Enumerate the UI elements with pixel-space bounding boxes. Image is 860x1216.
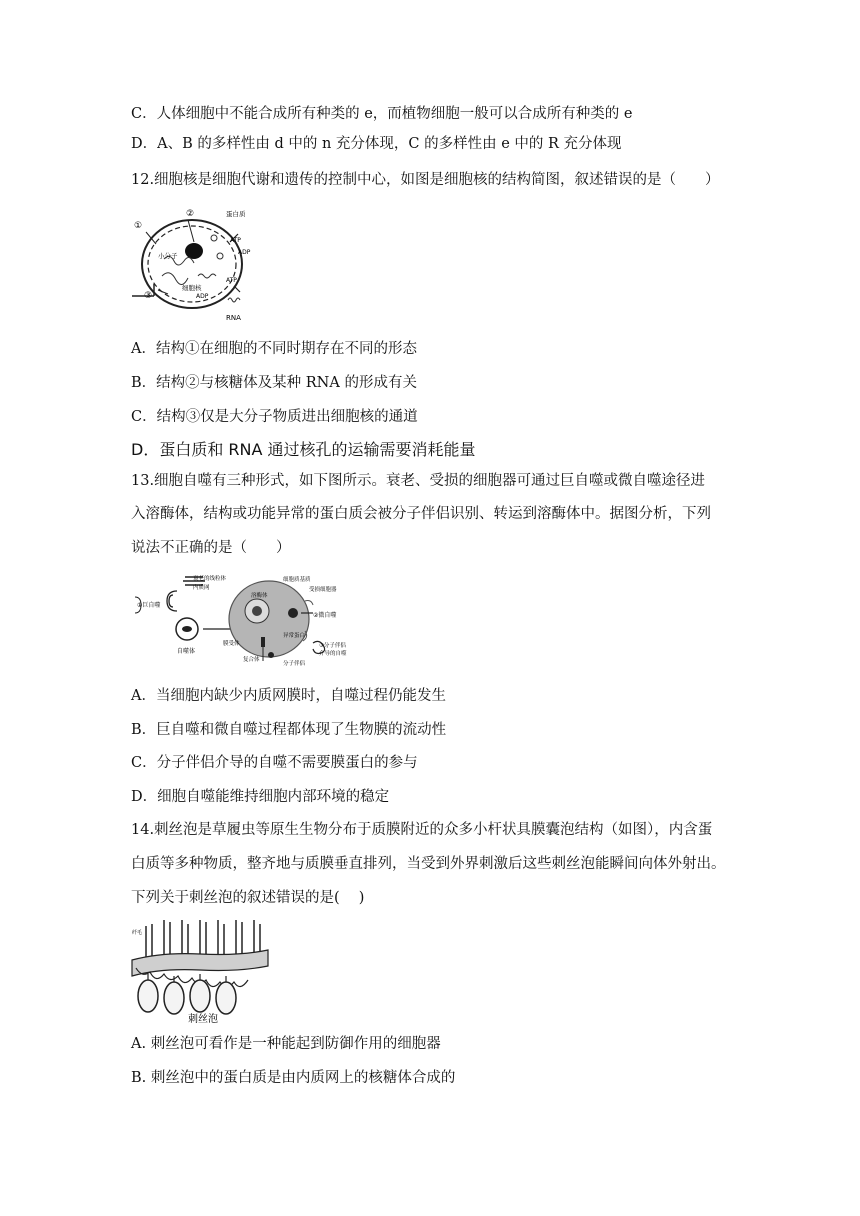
q11-option-c: C．人体细胞中不能合成所有种类的 e，而植物细胞一般可以合成所有种类的 e — [131, 106, 633, 122]
fig14-label-trichocyst: 刺丝泡 — [188, 1014, 218, 1024]
fig13-label-cma-1: ③分子伴侣 — [319, 643, 346, 649]
q13-autophagy-figure — [133, 573, 363, 669]
q14-option-a: A. 刺丝泡可看作是一种能起到防御作用的细胞器 — [131, 1036, 441, 1052]
fig13-label-cytosol: 细胞质基质 — [283, 577, 311, 583]
q13-option-b: B．巨自噬和微自噬过程都体现了生物膜的流动性 — [131, 722, 447, 738]
fig12-label-small: 小分子 — [158, 252, 178, 260]
fig13-label-cma-2: 介导的自噬 — [319, 651, 347, 657]
fig12-label-1: ① — [134, 221, 143, 231]
q14-stem-line3: 下列关于刺丝泡的叙述错误的是( ) — [131, 890, 365, 906]
fig13-label-abnormal: 异常蛋白 — [283, 633, 306, 639]
fig12-label-protein: 蛋白质 — [226, 210, 246, 218]
q12-option-a: A．结构①在细胞的不同时期存在不同的形态 — [131, 341, 417, 357]
fig13-label-receptor: 膜受体 — [223, 641, 240, 647]
q11-option-d: D．A、B 的多样性由 d 中的 n 充分体现，C 的多样性由 e 中的 R 充分体现 — [131, 136, 622, 152]
q14-stem-line2: 白质等多种物质，整齐地与质膜垂直排列，当受到外界刺激后这些刺丝泡能瞬间向体外射出。 — [131, 856, 726, 872]
q14-stem-line1: 14.刺丝泡是草履虫等原生生物分布于质膜附近的众多小杆状具膜囊泡结构（如图），内含蛋 — [131, 822, 713, 838]
q13-option-d: D．细胞自噬能维持细胞内部环境的稳定 — [131, 789, 390, 805]
q13-option-c: C．分子伴侣介导的自噬不需要膜蛋白的参与 — [131, 755, 418, 771]
fig12-label-atp-top: ATP — [230, 237, 241, 244]
fig12-label-2: ② — [186, 209, 195, 219]
fig13-label-lysosome: 溶酶体 — [251, 593, 268, 599]
fig13-label-er: 内质网 — [193, 585, 210, 591]
fig13-label-old-mito: 衰老的线粒体 — [193, 576, 227, 582]
fig13-label-damaged: 受损细胞器 — [309, 587, 337, 593]
q13-stem-line1: 13.细胞自噬有三种形式，如下图所示。衰老、受损的细胞器可通过巨自噬或微自噬途径进 — [131, 473, 706, 489]
q13-option-a: A．当细胞内缺少内质网膜时，自噬过程仍能发生 — [131, 688, 446, 704]
fig12-label-3: ③ — [144, 291, 153, 301]
fig12-label-adp-top: ADP — [238, 249, 251, 256]
fig12-label-nucleolus: 细胞核 — [182, 284, 202, 292]
q12-stem: 12.细胞核是细胞代谢和遗传的控制中心，如图是细胞核的结构简图，叙述错误的是（ ） — [131, 172, 720, 188]
q13-stem-line2: 入溶酶体，结构或功能异常的蛋白质会被分子伴侣识别、转运到溶酶体中。据图分析，下列 — [131, 506, 711, 522]
fig13-label-chaperone: 分子伴侣 — [283, 661, 306, 667]
q13-stem-line3: 说法不正确的是（ ） — [131, 540, 291, 556]
fig13-label-micro: ②微自噬 — [313, 612, 337, 619]
fig12-label-adp-bot: ADP — [196, 293, 209, 300]
q12-option-b: B．结构②与核糖体及某种 RNA 的形成有关 — [131, 375, 417, 391]
fig13-label-complex: 复合体 — [243, 657, 260, 663]
fig12-label-atp-mid: ATP — [226, 277, 237, 284]
q14-option-b: B. 刺丝泡中的蛋白质是由内质网上的核糖体合成的 — [131, 1070, 456, 1086]
q12-option-d: D．蛋白质和 RNA 通过核孔的运输需要消耗能量 — [131, 440, 476, 459]
fig13-label-macro: ①巨自噬 — [137, 602, 161, 609]
q12-nucleus-figure — [128, 204, 263, 326]
fig14-label-cilia: 纤毛 — [132, 930, 143, 936]
q12-option-c: C．结构③仅是大分子物质进出细胞核的通道 — [131, 409, 418, 425]
fig13-label-autophagosome: 自噬体 — [177, 648, 196, 655]
q14-trichocyst-figure — [130, 918, 270, 1024]
fig12-label-rna: RNA — [226, 314, 241, 322]
